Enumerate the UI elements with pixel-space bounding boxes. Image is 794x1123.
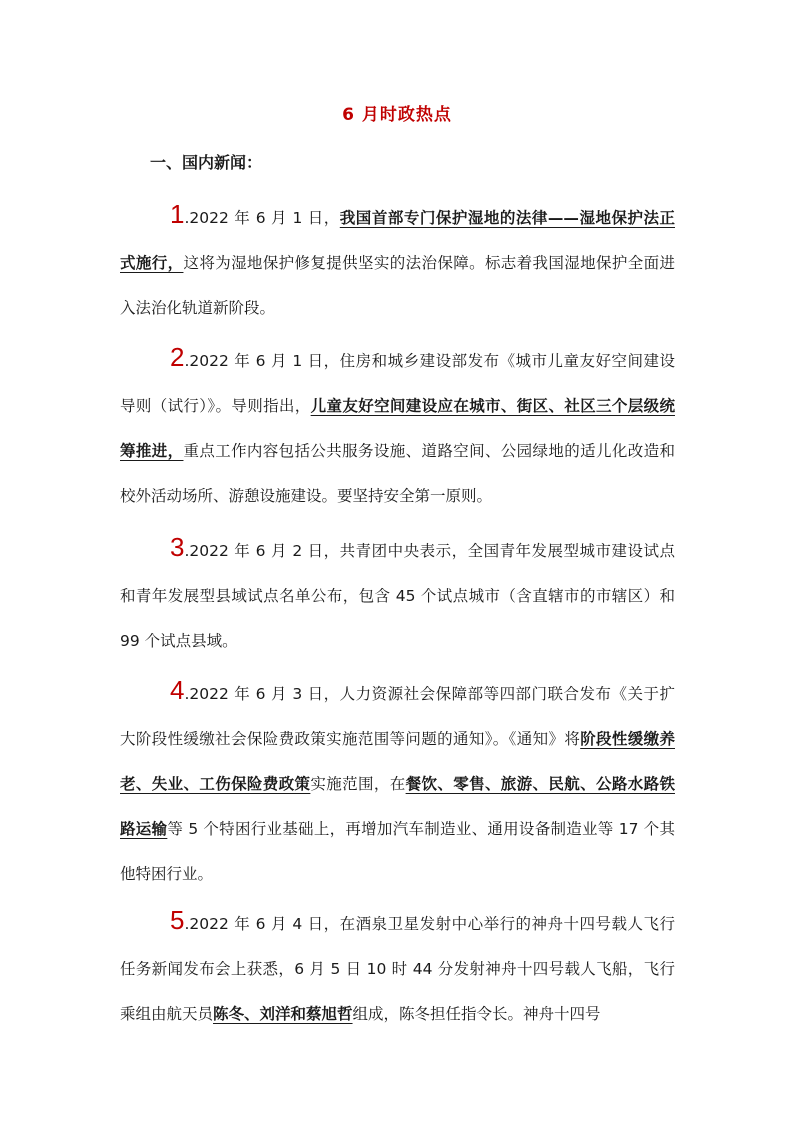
item-highlight: 儿童友好空间建设应在城市、街区、社区三个层级统筹推进， [120,397,675,460]
news-item-2 [120,335,675,519]
item-highlight: 阶段性缓缴养老、失业、工伤保险费政策 [120,730,675,793]
section-heading: 一、国内新闻： [150,153,263,172]
item-text: .2022 年 6 月 4 日，在酒泉卫星发射中心举行的神舟十四号载人飞行任务新闻发布会上获悉，6 月 5 日 10 时 44 分发射神舟十四号载人飞船，飞行乘组由航天员 [120,915,675,1023]
item-highlight: 餐饮、零售、旅游、民航、公路水路铁路运输 [120,775,675,838]
item-text: 重点工作内容包括公共服务设施、道路空间、公园绿地的适儿化改造和校外活动场所、游憩设施建设。要坚持安全第一原则。 [120,442,675,505]
news-item-4 [120,668,675,897]
item-number: 4 [170,675,185,705]
document-title: 6 月时政热点 [342,105,452,125]
item-text: .2022 年 6 月 1 日，住房和城乡建设部发布《城市儿童友好空间建设导则（试行）》。导则指出， [120,352,675,415]
item-number: 2 [170,342,185,372]
item-text: 这将为湿地保护修复提供坚实的法治保障。标志着我国湿地保护全面进入法治化轨道新阶段。 [120,254,675,317]
item-number: 5 [170,905,185,935]
item-highlight: 陈冬、刘洋和蔡旭哲 [213,1005,353,1023]
item-text: .2022 年 6 月 1 日， [184,209,340,227]
item-number: 1 [170,199,185,229]
item-text: 实施范围，在 [310,775,406,793]
item-text: .2022 年 6 月 2 日，共青团中央表示，全国青年发展型城市建设试点和青年发展型县域试点名单公布，包含 45 个试点城市（含直辖市的市辖区）和 99 个试点县域。 [120,542,675,650]
item-highlight: 我国首部专门保护湿地的法律——湿地保护法正式施行， [120,209,675,272]
news-item-1 [120,192,675,331]
item-text: .2022 年 6 月 3 日，人力资源社会保障部等四部门联合发布《关于扩大阶段性缓缴社会保险费政策实施范围等问题的通知》。《通知》将 [120,685,675,748]
item-number: 3 [170,532,185,562]
news-item-5 [120,898,675,1037]
item-text: 组成，陈冬担任指令长。神舟十四号 [352,1005,601,1023]
item-text: 等 5 个特困行业基础上，再增加汽车制造业、通用设备制造业等 17 个其他特困行业。 [120,820,675,883]
news-item-3 [120,525,675,664]
